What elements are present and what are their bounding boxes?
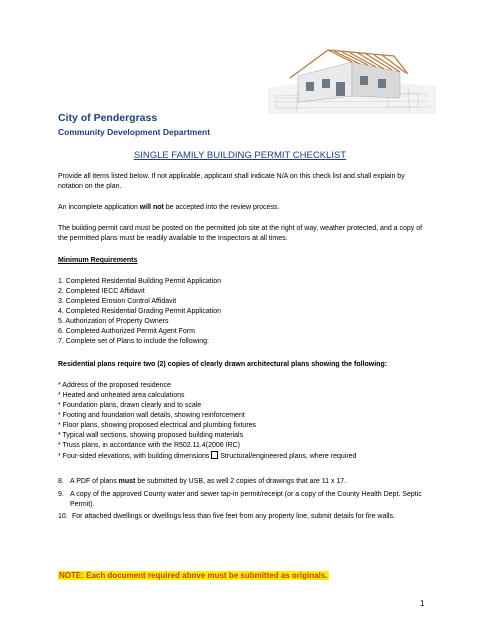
list-item: * Truss plans, in accordance with the R502.11.4(2006 IRC) [58, 442, 240, 449]
item-text: A copy of the approved County water and sewer tap-in permit/receipt (or a copy of the County Health Dept. Septic Permit). [70, 491, 422, 508]
intro-paragraph-2 [58, 203, 430, 213]
list-item [58, 477, 430, 487]
list-item [58, 490, 430, 510]
item-text [70, 477, 346, 487]
item-8-text-a: A PDF of plans [70, 478, 119, 485]
item-number: 9. [58, 491, 64, 498]
p2-text-c: be accepted into the review process. [163, 204, 280, 211]
structural-text: Structural/engineered plans, where required [218, 453, 357, 460]
item-8-text-c: be submitted by USB, as well 2 copies of drawings that are 11 x 17. [135, 478, 347, 485]
item-8-emphasis: must [118, 478, 136, 485]
list-item: 3. Completed Erosion Control Affidavit [58, 298, 177, 305]
list-item: 4. Completed Residential Grading Permit Application [58, 308, 222, 315]
intro-paragraph-3: The building permit card must be posted on the permitted job site at the right of way, weather protected, and a copy of the permitted plans must be readily available to the Inspectors at all times. [58, 225, 423, 242]
list-item: * Floor plans, showing proposed electrical and plumbing fixtures [58, 422, 257, 429]
item-number: 10. [58, 513, 68, 520]
list-item: * Footing and foundation wall details, showing reinforcement [58, 412, 245, 419]
numbered-list [58, 477, 430, 532]
page-title: SINGLE FAMILY BUILDING PERMIT CHECKLIST [133, 150, 347, 161]
list-item: * Address of the proposed residence [58, 382, 171, 389]
list-item: 5. Authorization of Property Owners [58, 318, 169, 325]
plans-heading: Residential plans require two (2) copies of clearly drawn architectural plans showing the following: [58, 361, 388, 368]
list-item: * Heated and unheated area calculations [58, 392, 185, 399]
list-item: 7. Complete set of Plans to include the following: [58, 338, 209, 345]
min-req-list [58, 277, 430, 347]
house-construction-image [268, 48, 436, 114]
department-name: Community Development Department [58, 127, 211, 137]
elevations-text: * Four-sided elevations, with building dimensions [58, 453, 212, 460]
originals-note: NOTE: Each document required above must be submitted as originals. [59, 571, 328, 580]
list-item: 2. Completed IECC Affidavit [58, 288, 145, 295]
city-name: City of Pendergrass [58, 112, 158, 124]
item-text: For attached dwellings or dwellings less than five feet from any property line, submit details for fire walls. [72, 513, 395, 520]
plans-list [58, 381, 430, 461]
list-item: * Foundation plans, drawn clearly and to scale [58, 402, 202, 409]
page-number: 1 [420, 599, 425, 608]
p2-text-emphasis: will not [139, 204, 164, 211]
item-number: 8. [58, 478, 64, 485]
min-req-heading: Minimum Requirements [58, 257, 138, 264]
intro-paragraph-1: Provide all items listed below. If not applicable, applicant shall indicate N/A on this check list and shall explain by notation on the plan. [58, 173, 405, 190]
list-item: * Typical wall sections, showing proposed building materials [58, 432, 244, 439]
p2-text-a: An incomplete application [58, 204, 140, 211]
list-item [58, 451, 430, 461]
list-item: 6. Completed Authorized Permit Agent Form [58, 328, 195, 335]
list-item [58, 512, 430, 532]
list-item: 1. Completed Residential Building Permit Application [58, 278, 222, 285]
